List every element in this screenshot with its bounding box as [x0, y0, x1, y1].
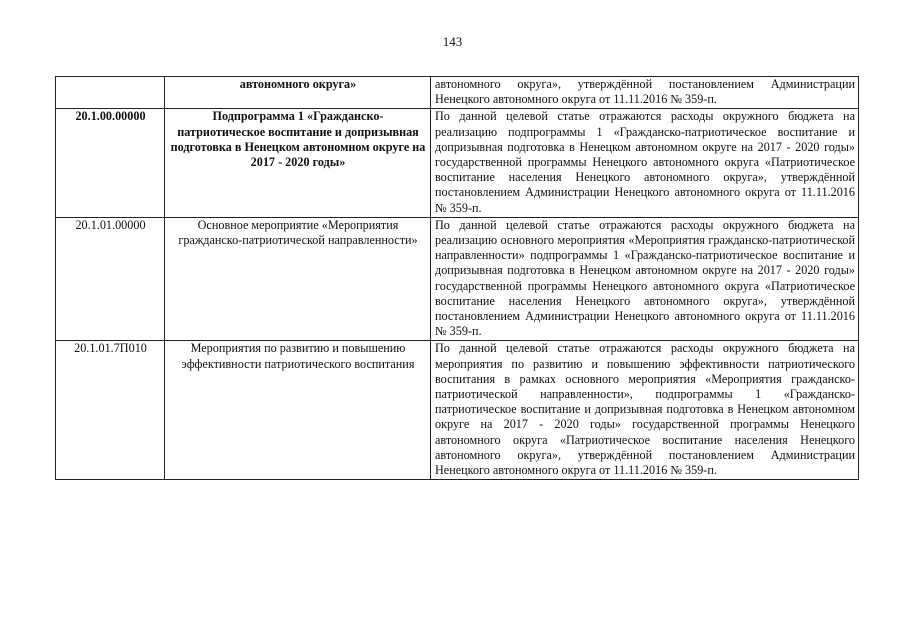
table-row — [56, 77, 859, 109]
row-code: 20.1.00.00000 — [56, 109, 165, 217]
table-row — [56, 341, 859, 480]
table-row — [56, 217, 859, 341]
row-code: 20.1.01.7П010 — [56, 341, 165, 480]
row-description: автономного округа», утверждённой постановлением Администрации Ненецкого автономного округа от 11.11.2016 № 359-п. — [431, 77, 859, 109]
row-description: По данной целевой статье отражаются расходы окружного бюджета на реализацию подпрограммы 1 «Гражданско-патриотическое воспитание и допризывная подготовка в Ненецком автономном округе на 2017 - 2020 годы» государственной программы Ненецкого автономного округа «Патриотическое воспитание населения Ненецкого автономного округа», утверждённой постановлением Администрации Ненецкого автономного округа от 11.11.2016 № 359-п. — [431, 109, 859, 217]
row-name: Подпрограмма 1 «Гражданско-патриотическое воспитание и допризывная подготовка в Ненецком автономном округе на 2017 - 2020 годы» — [165, 109, 431, 217]
table-row — [56, 109, 859, 217]
row-name: Мероприятия по развитию и повышению эффективности патриотического воспитания — [165, 341, 431, 480]
row-description: По данной целевой статье отражаются расходы окружного бюджета на реализацию основного мероприятия «Мероприятия гражданско-патриотической направленности» подпрограммы 1 «Гражданско-патриотическое воспитание и допризывная подготовка в Ненецком автономном округе на 2017 - 2020 годы» государственной программы Ненецкого автономного округа «Патриотическое воспитание населения Ненецкого автономного округа», утверждённой постановлением Администрации Ненецкого автономного округа от 11.11.2016 № 359-п. — [431, 217, 859, 341]
row-code: 20.1.01.00000 — [56, 217, 165, 341]
row-description: По данной целевой статье отражаются расходы окружного бюджета на мероприятия по развитию и повышению эффективности патриотического воспитания в рамках основного мероприятия «Мероприятия гражданско-патриотической направленности», подпрограммы 1 «Гражданско-патриотическое воспитание и допризывная подготовка в Ненецком автономном округе на 2017 - 2020 годы» государственной программы Ненецкого автономного округа «Патриотическое воспитание населения Ненецкого автономного округа», утверждённой постановлением Администрации Ненецкого автономного округа от 11.11.2016 № 359-п. — [431, 341, 859, 480]
page-number: 143 — [442, 34, 463, 49]
target-articles-table — [55, 76, 859, 480]
row-name: Основное мероприятие «Мероприятия гражданско-патриотической направленности» — [165, 217, 431, 341]
row-name: автономного округа» — [165, 77, 431, 109]
row-code — [56, 77, 165, 109]
